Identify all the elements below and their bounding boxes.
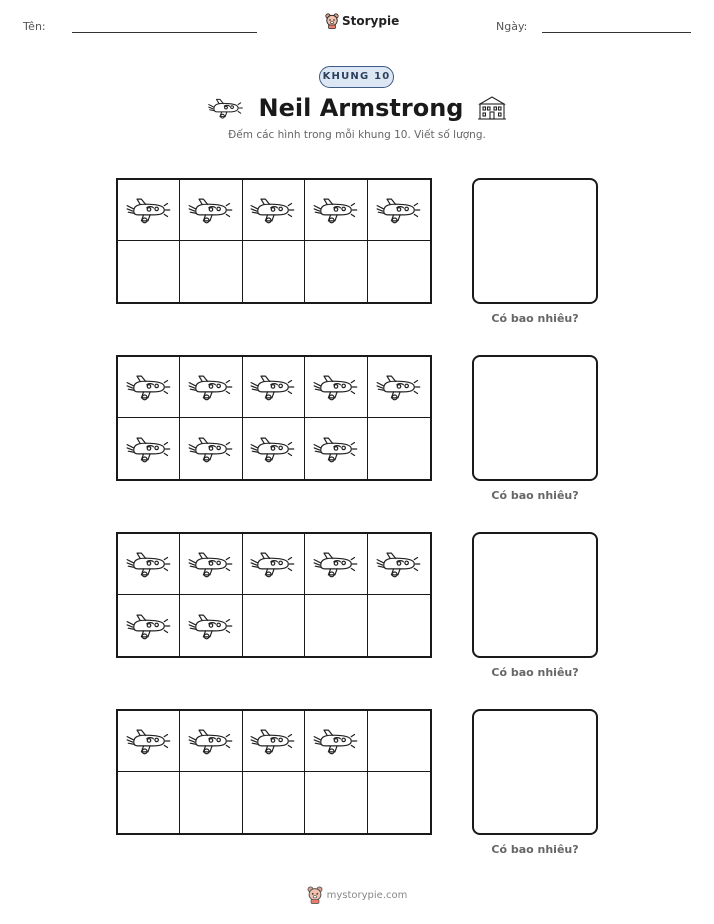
- ten-frame-3: [116, 532, 432, 658]
- airplane-icon: [187, 609, 235, 643]
- airplane-icon: [312, 724, 360, 758]
- airplane-icon: [249, 724, 297, 758]
- frame-cell: [118, 357, 180, 418]
- question-label: Có bao nhiêu?: [491, 843, 579, 856]
- frame-cell: [368, 241, 430, 302]
- frame-cell: [305, 711, 367, 772]
- frame-cell: [368, 418, 430, 479]
- airplane-icon: [375, 193, 423, 227]
- frame-cell: [243, 711, 305, 772]
- airplane-icon: [125, 193, 173, 227]
- frame-cell: [118, 772, 180, 833]
- airplane-icon: [312, 547, 360, 581]
- airplane-icon: [187, 547, 235, 581]
- page-title: Neil Armstrong: [258, 94, 464, 122]
- airplane-icon: [125, 547, 173, 581]
- airplane-icon: [312, 193, 360, 227]
- answer-box-4[interactable]: [472, 709, 598, 835]
- frame-cell: [305, 418, 367, 479]
- worksheet-badge: KHUNG 10: [319, 66, 394, 88]
- airplane-icon: [312, 432, 360, 466]
- airplane-icon: [125, 370, 173, 404]
- frame-cell: [305, 180, 367, 241]
- question-label: Có bao nhiêu?: [491, 489, 579, 502]
- frame-cell: [180, 180, 242, 241]
- frame-cell: [243, 180, 305, 241]
- airplane-icon: [125, 724, 173, 758]
- frame-cell: [180, 241, 242, 302]
- title-row: [0, 90, 714, 126]
- frame-cell: [368, 357, 430, 418]
- frame-cell: [118, 180, 180, 241]
- question-label: Có bao nhiêu?: [491, 312, 579, 325]
- airplane-icon: [312, 370, 360, 404]
- airplane-icon: [125, 609, 173, 643]
- bear-mascot-icon: [325, 13, 339, 29]
- airplane-icon: [375, 547, 423, 581]
- airplane-icon: [207, 96, 245, 120]
- airplane-icon: [125, 432, 173, 466]
- frame-cell: [305, 534, 367, 595]
- airplane-icon: [187, 432, 235, 466]
- ten-frame-1: [116, 178, 432, 304]
- answer-box-1[interactable]: [472, 178, 598, 304]
- name-label: Tên:: [23, 20, 46, 33]
- brand-name: Storypie: [342, 14, 400, 28]
- date-line[interactable]: [542, 32, 691, 33]
- footer-site[interactable]: mystorypie.com: [326, 889, 408, 901]
- airplane-icon: [187, 370, 235, 404]
- frame-cell: [118, 595, 180, 656]
- airplane-icon: [187, 193, 235, 227]
- question-label: Có bao nhiêu?: [491, 666, 579, 679]
- frame-cell: [243, 595, 305, 656]
- frame-cell: [180, 357, 242, 418]
- frame-cell: [118, 711, 180, 772]
- answer-box-3[interactable]: [472, 532, 598, 658]
- frame-cell: [180, 711, 242, 772]
- brand-logo: [325, 13, 399, 29]
- frame-cell: [305, 772, 367, 833]
- frame-cell: [305, 241, 367, 302]
- building-icon: [477, 95, 507, 121]
- bear-mascot-icon: [307, 886, 323, 904]
- frame-cell: [243, 534, 305, 595]
- instructions: Đếm các hình trong mỗi khung 10. Viết số lượng.: [228, 129, 486, 141]
- date-label: Ngày:: [496, 20, 528, 33]
- frame-cell: [180, 595, 242, 656]
- footer: [0, 886, 714, 904]
- frame-cell: [180, 772, 242, 833]
- airplane-icon: [249, 432, 297, 466]
- answer-box-2[interactable]: [472, 355, 598, 481]
- frame-cell: [118, 418, 180, 479]
- frame-cell: [368, 180, 430, 241]
- frame-cell: [368, 534, 430, 595]
- frame-cell: [118, 534, 180, 595]
- frame-cell: [305, 595, 367, 656]
- airplane-icon: [375, 370, 423, 404]
- frame-cell: [368, 772, 430, 833]
- frame-cell: [180, 418, 242, 479]
- ten-frame-2: [116, 355, 432, 481]
- frame-cell: [368, 595, 430, 656]
- airplane-icon: [249, 193, 297, 227]
- frame-cell: [243, 418, 305, 479]
- frame-cell: [243, 772, 305, 833]
- frame-cell: [243, 357, 305, 418]
- ten-frame-4: [116, 709, 432, 835]
- frame-cell: [305, 357, 367, 418]
- frame-cell: [368, 711, 430, 772]
- frame-cell: [118, 241, 180, 302]
- frame-cell: [180, 534, 242, 595]
- frame-cell: [243, 241, 305, 302]
- airplane-icon: [187, 724, 235, 758]
- airplane-icon: [249, 547, 297, 581]
- airplane-icon: [249, 370, 297, 404]
- name-line[interactable]: [72, 32, 257, 33]
